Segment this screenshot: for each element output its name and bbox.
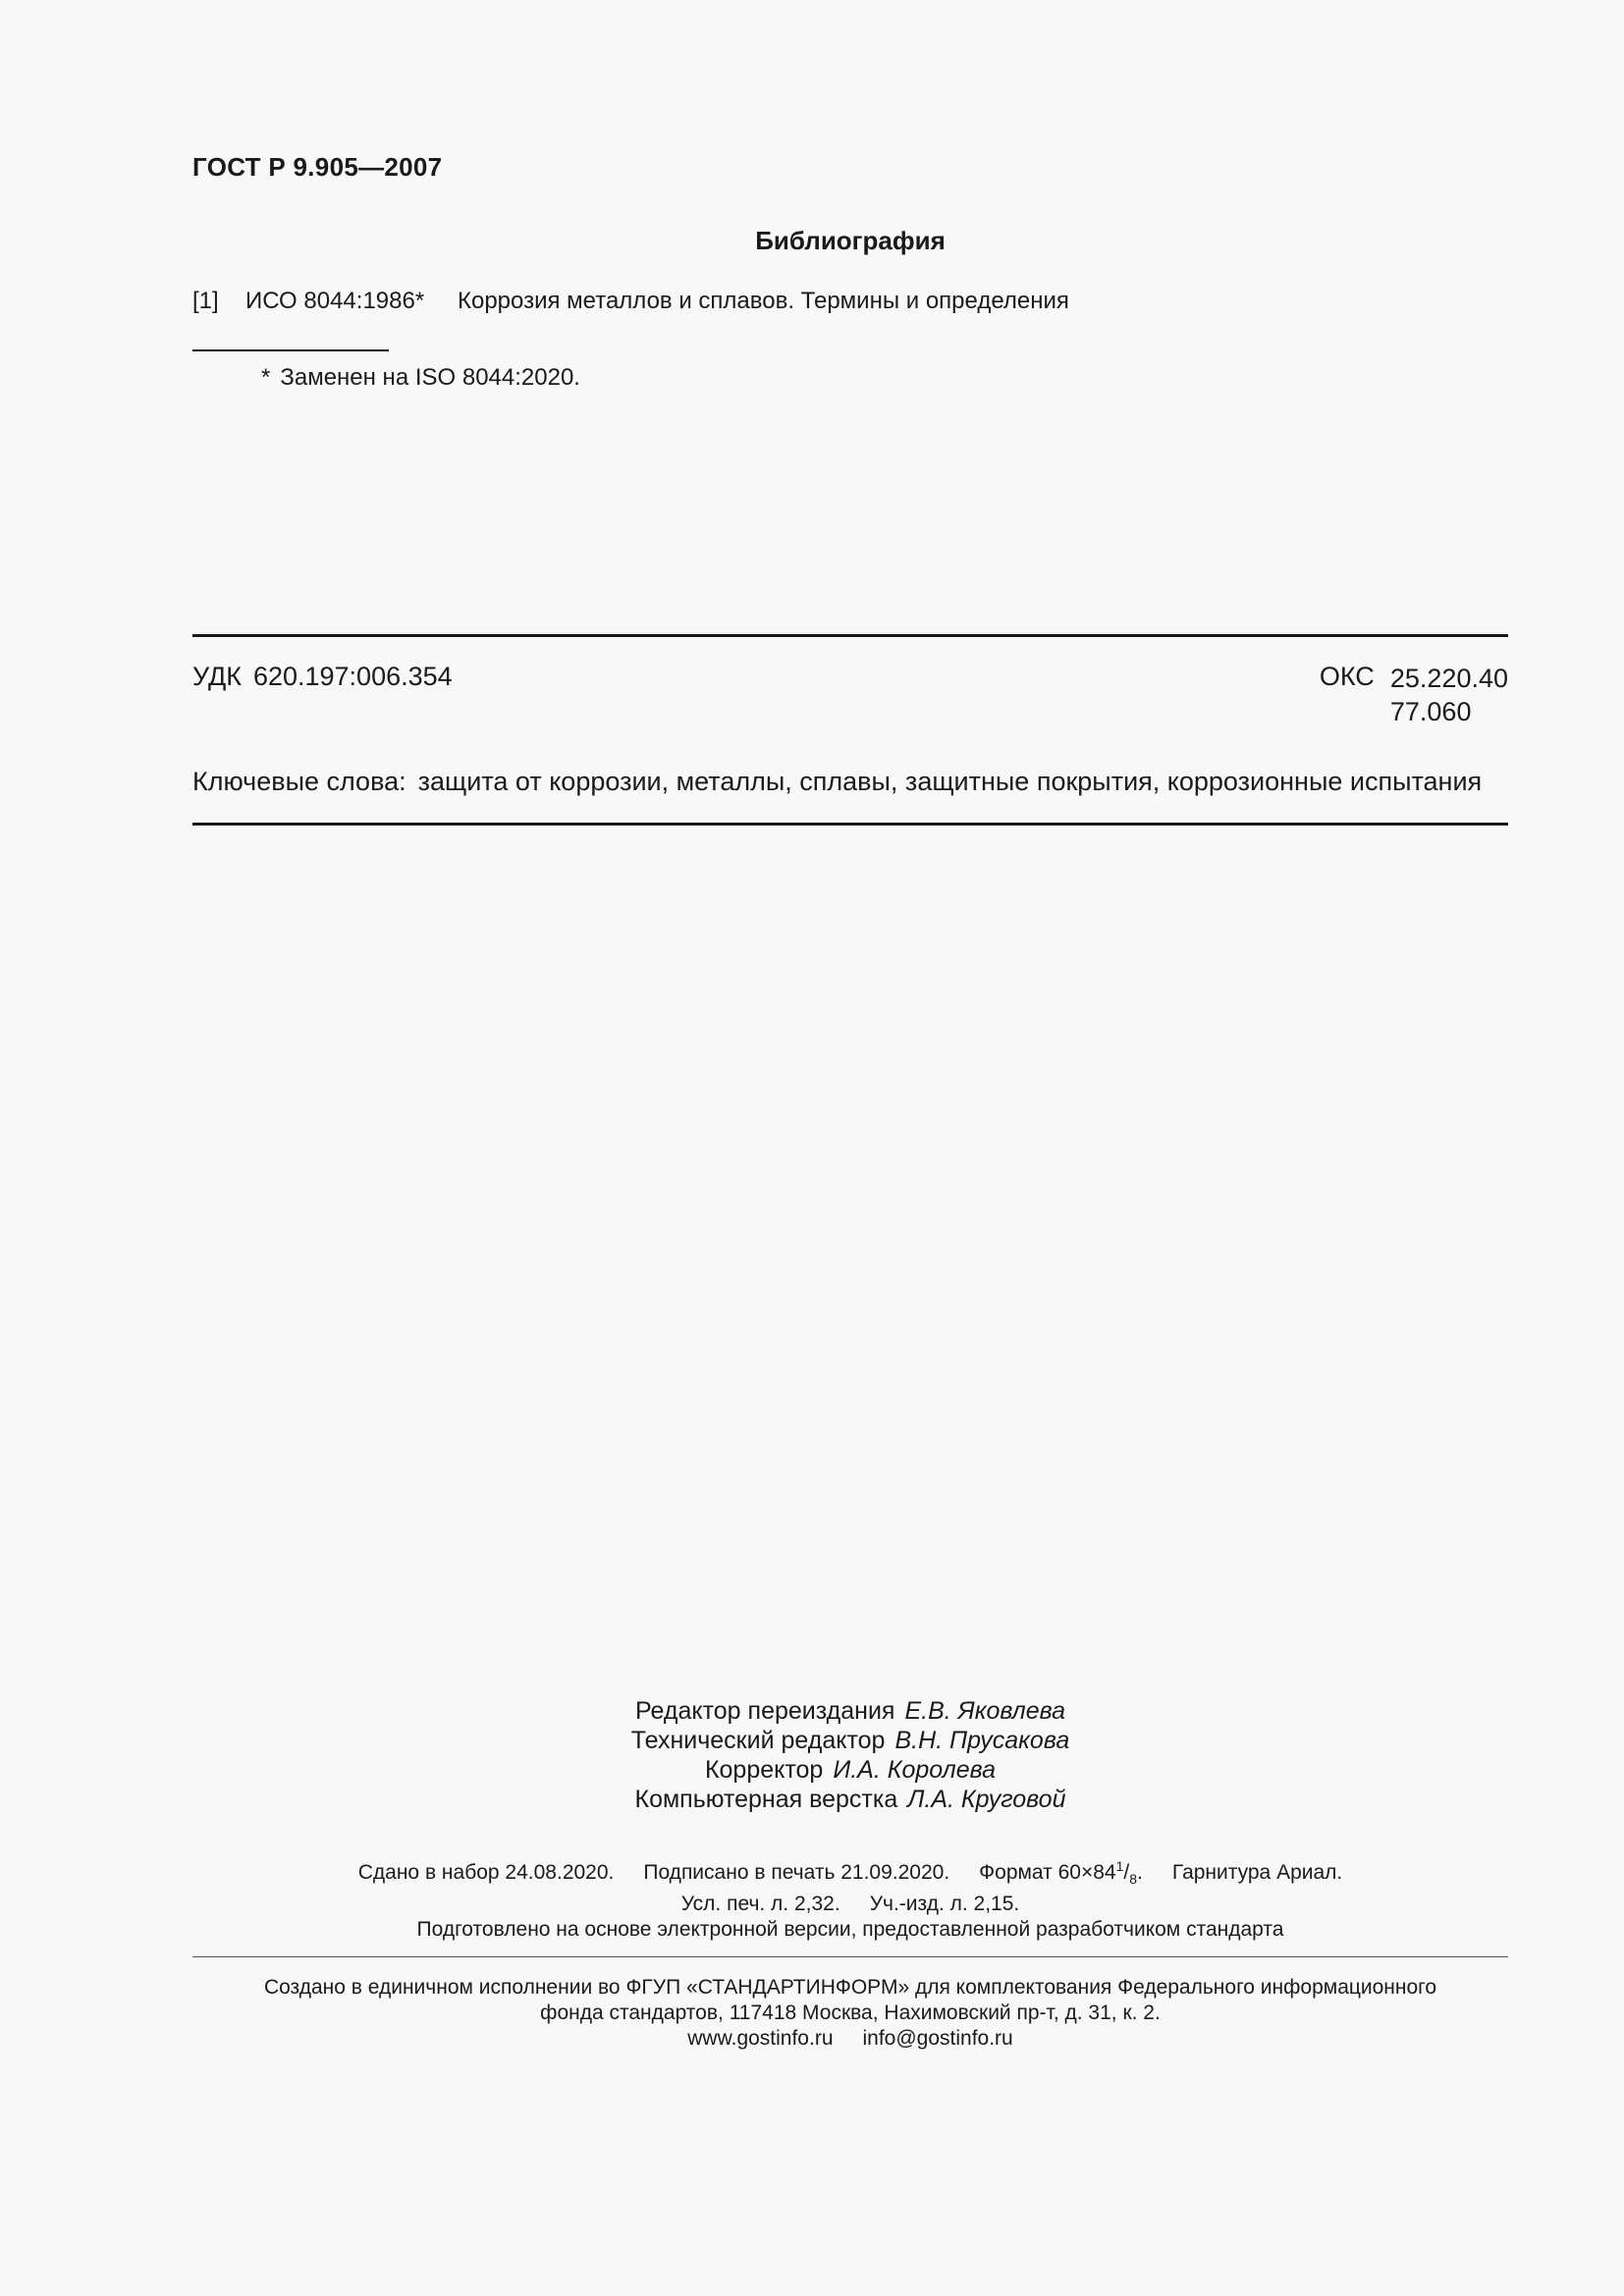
udk-value: 620.197:006.354 [252, 662, 453, 691]
oks-value: 77.060 [1389, 697, 1472, 726]
footnote-mark: * [261, 364, 271, 391]
bibliography-title: Библиография [755, 226, 946, 255]
staff-name: И.А. Королева [833, 1756, 997, 1784]
footnote-text: Заменен на ISO 8044:2020. [280, 364, 580, 391]
document-code: ГОСТ Р 9.905—2007 [192, 152, 443, 182]
staff-role: Корректор [704, 1756, 824, 1784]
email-link[interactable]: info@gostinfo.ru [862, 2027, 1013, 2050]
submitted-date: Сдано в набор 24.08.2020. [357, 1861, 615, 1884]
classification-bottom-rule [192, 823, 1508, 826]
staff-role: Редактор переиздания [634, 1697, 895, 1725]
staff-role: Компьютерная верстка [634, 1786, 898, 1813]
signed-date: Подписано в печать 21.09.2020. [643, 1861, 950, 1884]
keywords-text: защита от коррозии, металлы, сплавы, защитные покрытия, коррозионные испытания [417, 767, 1483, 796]
typeface: Гарнитура Ариал. [1171, 1861, 1343, 1884]
imprint-line: фонда стандартов, 117418 Москва, Нахимовский пр-т, д. 31, к. 2. [540, 2002, 1161, 2024]
staff-name: В.Н. Прусакова [894, 1727, 1070, 1754]
udk-label: УДК [192, 662, 242, 691]
entry-standard-code: ИСО 8044:1986* [245, 288, 425, 314]
keywords-label: Ключевые слова: [192, 767, 406, 796]
imprint-line: Создано в единичном исполнении во ФГУП «СТАНДАРТИНФОРМ» для комплектования Федерального информационного [263, 1976, 1437, 1999]
staff-name: Е.В. Яковлева [904, 1697, 1066, 1725]
publication-info [192, 1853, 1508, 1943]
oks-label: ОКС [1319, 662, 1375, 691]
staff-role: Технический редактор [630, 1727, 886, 1754]
classification-top-rule [192, 634, 1508, 637]
imprint [192, 1975, 1508, 2052]
udk-line [192, 662, 453, 692]
staff-row [192, 1726, 1508, 1755]
staff-row [192, 1755, 1508, 1785]
staff-name: Л.А. Круговой [907, 1786, 1066, 1813]
paper-format: Формат $60\times 84^1/_8$. [979, 1858, 1143, 1888]
entry-title: Коррозия металлов и сплавов. Термины и определения [458, 288, 1069, 314]
keywords-line [192, 767, 1482, 797]
oks-value: 25.220.40 [1389, 664, 1508, 693]
prepared-note: Подготовлено на основе электронной версии, предоставленной разработчиком стандарта [416, 1918, 1284, 1942]
oks-block [1320, 662, 1508, 728]
staff-row [192, 1785, 1508, 1814]
pub-sheets: Уч.-изд. л. 2,15. [869, 1893, 1020, 1916]
staff-credits [192, 1696, 1508, 1814]
footnote [261, 364, 580, 392]
website-link[interactable]: www.gostinfo.ru [687, 2027, 834, 2050]
staff-row [192, 1696, 1508, 1726]
footnote-divider [192, 349, 389, 351]
bibliography-entry [192, 288, 1069, 315]
entry-number: [1] [192, 288, 219, 314]
print-sheets: Усл. печ. л. 2,32. [680, 1893, 840, 1916]
imprint-divider [192, 1956, 1508, 1957]
